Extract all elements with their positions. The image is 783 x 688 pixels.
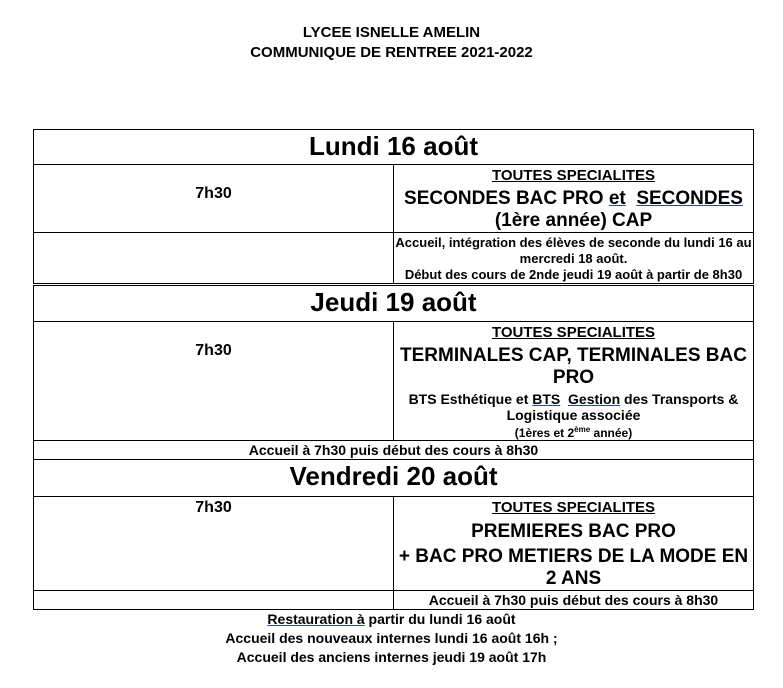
friday-classes-line1: PREMIERES BAC PRO (471, 521, 676, 542)
thursday-years: (1ères et 2ème année) (514, 425, 633, 440)
thursday-date: Jeudi 19 août (34, 286, 754, 322)
thursday-classes: TERMINALES CAP, TERMINALES BAC PRO (400, 345, 747, 388)
monday-note (394, 233, 754, 284)
friday-specialities: TOUTES SPECIALITES (491, 499, 656, 516)
thursday-note: Accueil à 7h30 puis début des cours à 8h30 (34, 441, 754, 460)
thursday-friday-table (33, 285, 754, 610)
monday-note-line2: Début des cours de 2nde jeudi 19 août à partir de 8h30 (404, 267, 743, 282)
friday-program (394, 497, 754, 591)
school-name: LYCEE ISNELLE AMELIN (302, 24, 481, 41)
thursday-gestion-link: Gestion (568, 391, 621, 407)
thursday-bts-link: BTS (532, 391, 561, 407)
footer-restauration: Restauration à partir du lundi 16 août (267, 611, 516, 627)
footer-old-boarders: Accueil des anciens internes jeudi 19 août 17h (236, 649, 547, 665)
thursday-specialities: TOUTES SPECIALITES (491, 324, 656, 341)
monday-time: 7h30 (34, 165, 394, 233)
thursday-bts: BTS Esthétique et BTS Gestion des Transports & Logistique associée (408, 391, 739, 423)
thursday-time: 7h30 (34, 322, 394, 441)
thursday-program (394, 322, 754, 441)
monday-table (33, 129, 754, 284)
monday-note-spacer (34, 233, 394, 284)
monday-note-line1: Accueil, intégration des élèves de seconde du lundi 16 au mercredi 18 août. (395, 235, 752, 266)
communique-title: COMMUNIQUE DE RENTREE 2021-2022 (250, 44, 533, 61)
footer-new-boarders: Accueil des nouveaux internes lundi 16 août 16h ; (225, 630, 558, 646)
friday-time: 7h30 (34, 497, 394, 591)
friday-date: Vendredi 20 août (34, 460, 754, 497)
friday-note-spacer (34, 591, 394, 610)
restauration-link: Restauration à (267, 611, 365, 627)
friday-note: Accueil à 7h30 puis début des cours à 8h30 (394, 591, 754, 610)
monday-classes: SECONDES BAC PRO et SECONDES (1ère année) CAP (404, 188, 743, 231)
monday-date: Lundi 16 août (34, 130, 754, 165)
monday-specialities: TOUTES SPECIALITES (491, 167, 656, 184)
friday-classes-line2: + BAC PRO METIERS DE LA MODE EN 2 ANS (398, 546, 749, 589)
monday-classes-et: et (608, 188, 626, 209)
monday-program (394, 165, 754, 233)
monday-classes-secondes: SECONDES (636, 188, 743, 209)
